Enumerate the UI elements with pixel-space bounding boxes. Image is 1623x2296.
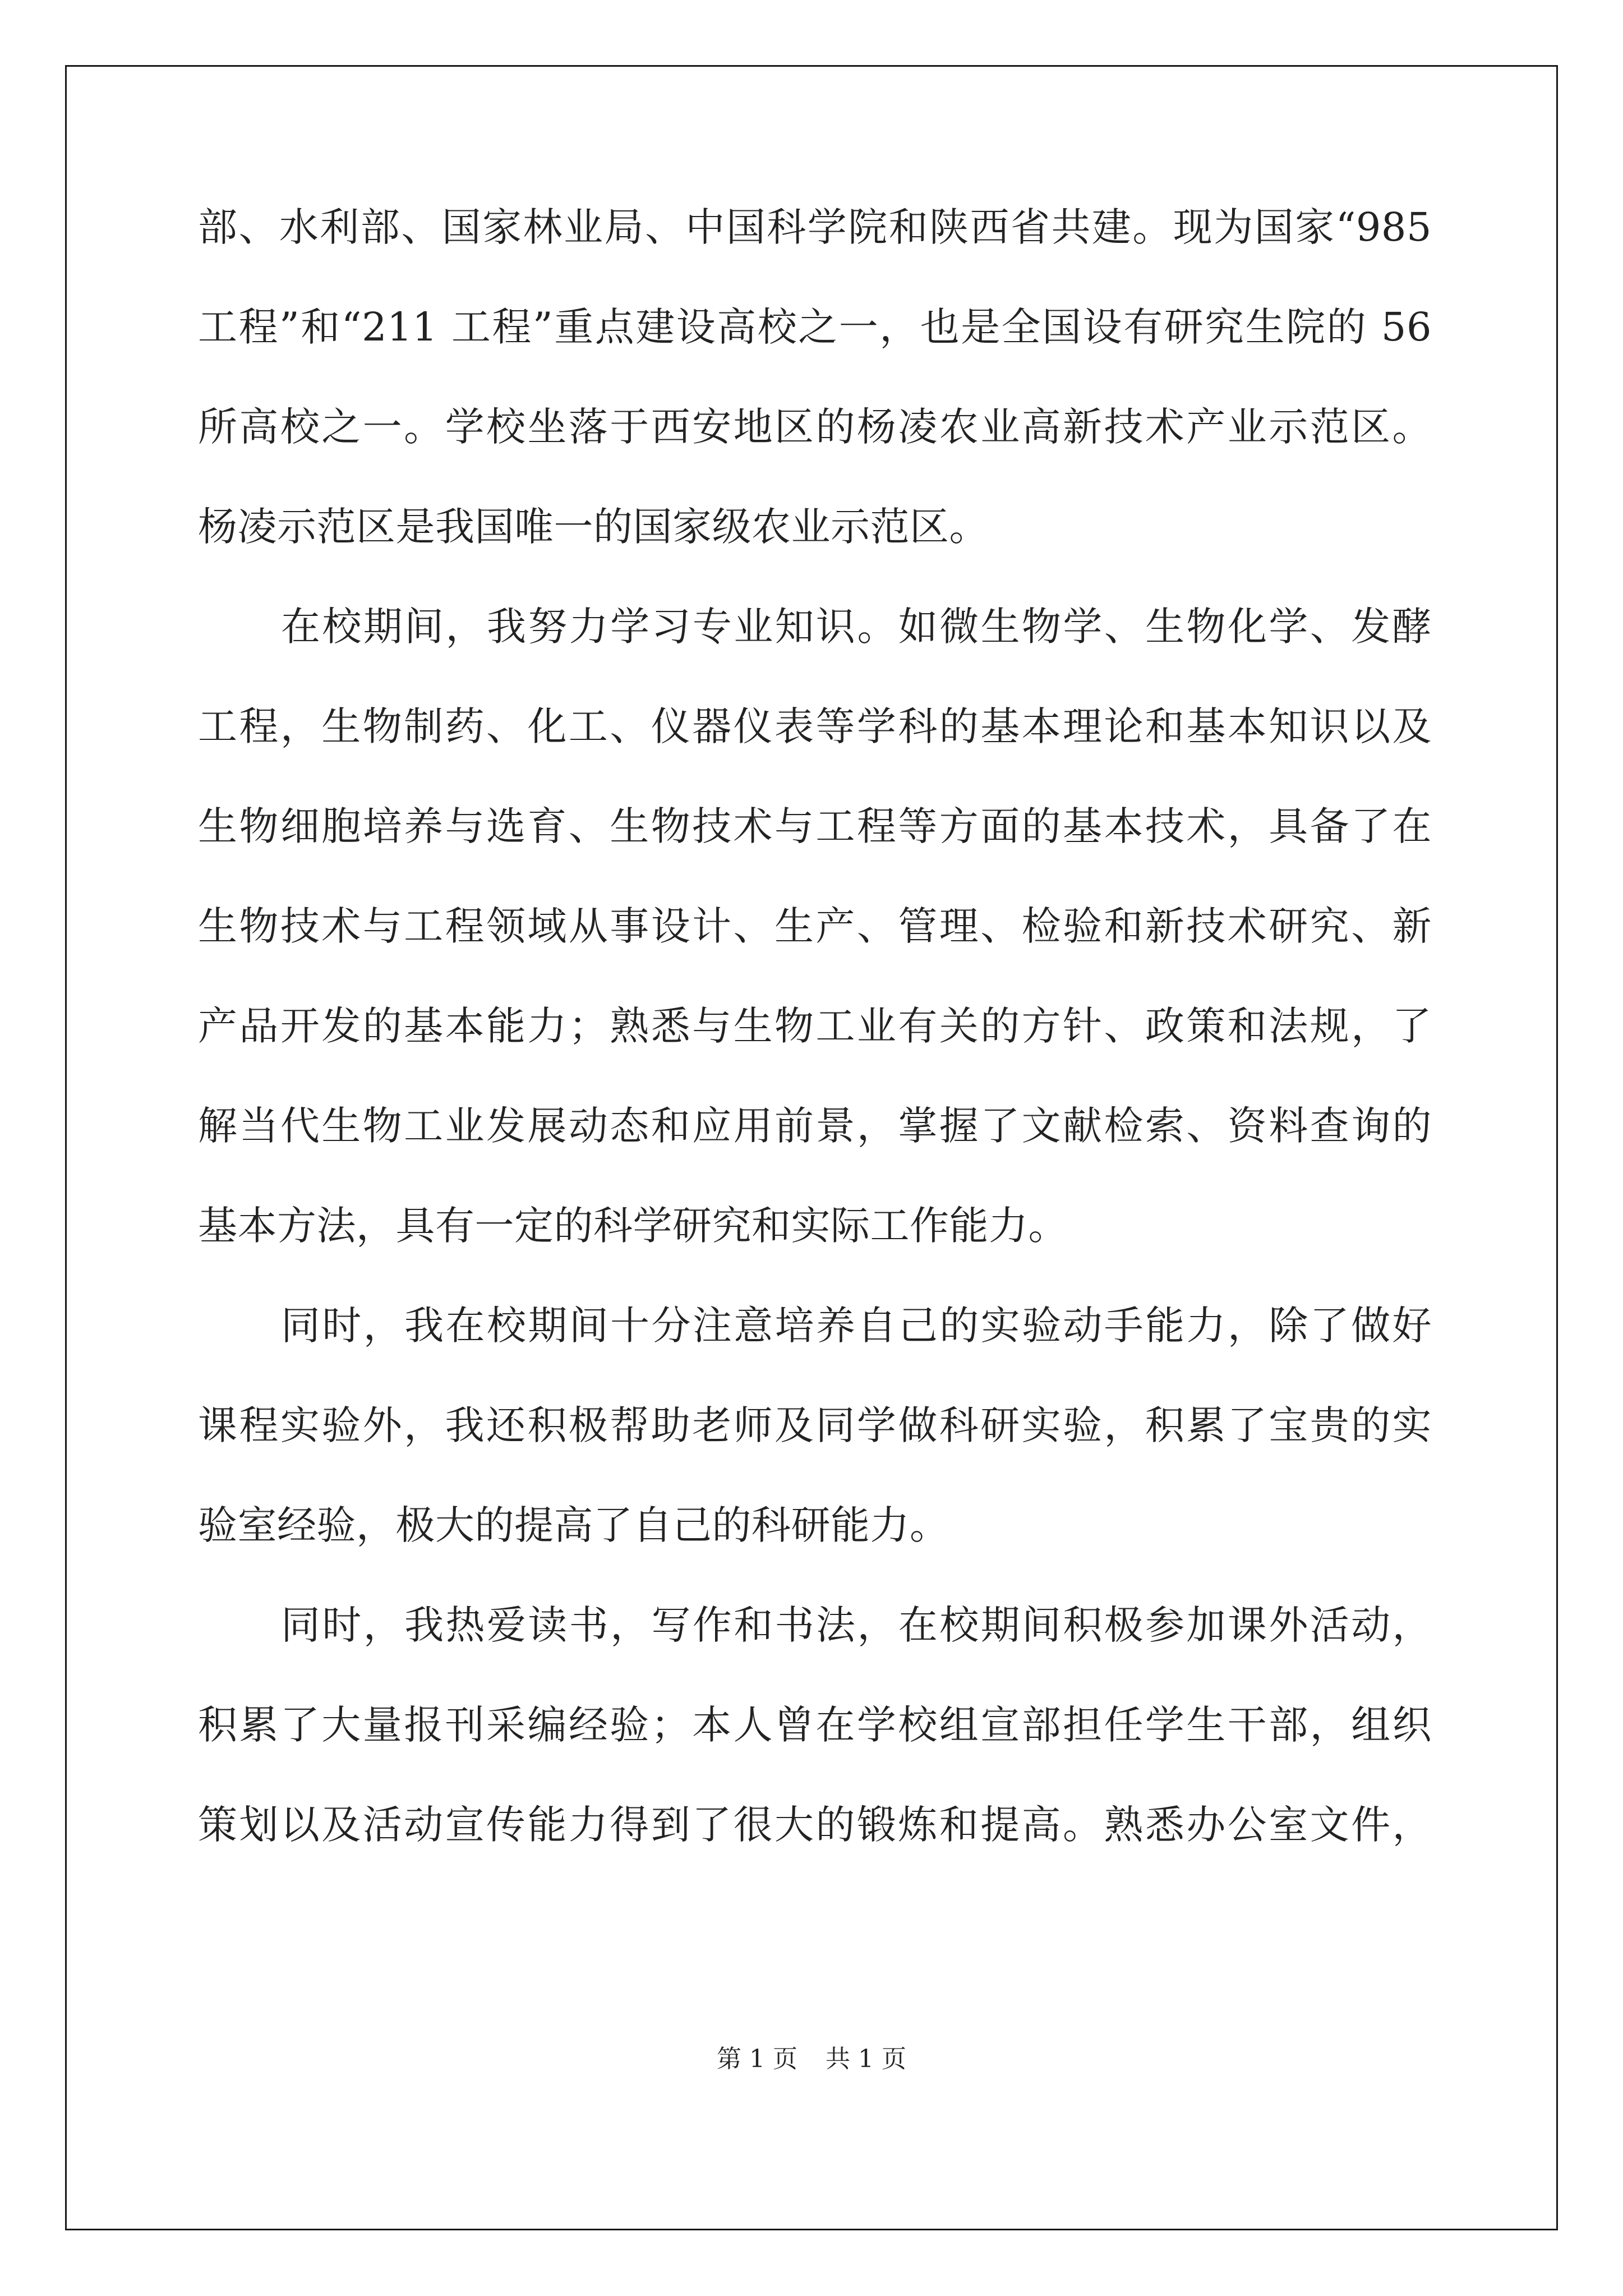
text-line: 产品开发的基本能力；熟悉与生物工业有关的方针、政策和法规，了 [198, 1003, 1432, 1049]
text-line: 部、水利部、国家林业局、中国科学院和陕西省共建。现为国家“985 [198, 204, 1432, 250]
text-line: 积累了大量报刊采编经验；本人曾在学校组宣部担任学生干部，组织 [198, 1702, 1432, 1748]
page-footer [0, 2045, 1623, 2074]
text-line: 同时，我在校期间十分注意培养自己的实验动手能力，除了做好 [281, 1303, 1432, 1349]
text-line: 生物细胞培养与选育、生物技术与工程等方面的基本技术，具备了在 [198, 803, 1432, 849]
text-line: 工程，生物制药、化工、仪器仪表等学科的基本理论和基本知识以及 [198, 703, 1432, 749]
text-line: 策划以及活动宣传能力得到了很大的锻炼和提高。熟悉办公室文件， [198, 1802, 1432, 1848]
text-line: 解当代生物工业发展动态和应用前景，掌握了文献检索、资料查询的 [198, 1103, 1432, 1149]
total-pages-label: 共 1 页 [826, 2045, 906, 2073]
text-line: 生物技术与工程领域从事设计、生产、管理、检验和新技术研究、新 [198, 903, 1432, 949]
text-line: 验室经验，极大的提高了自己的科研能力。 [198, 1502, 949, 1548]
text-line: 课程实验外，我还积极帮助老师及同学做科研实验，积累了宝贵的实 [198, 1402, 1432, 1448]
text-line: 所高校之一。学校坐落于西安地区的杨凌农业高新技术产业示范区。 [198, 404, 1432, 450]
text-line: 在校期间，我努力学习专业知识。如微生物学、生物化学、发酵 [281, 604, 1432, 650]
text-line: 杨凌示范区是我国唯一的国家级农业示范区。 [198, 504, 989, 550]
text-line: 同时，我热爱读书，写作和书法，在校期间积极参加课外活动， [281, 1602, 1432, 1648]
page-number-label: 第 1 页 [717, 2045, 797, 2073]
text-line: 工程”和“211 工程”重点建设高校之一，也是全国设有研究生院的 56 [198, 304, 1432, 350]
text-line: 基本方法，具有一定的科学研究和实际工作能力。 [198, 1203, 1068, 1249]
